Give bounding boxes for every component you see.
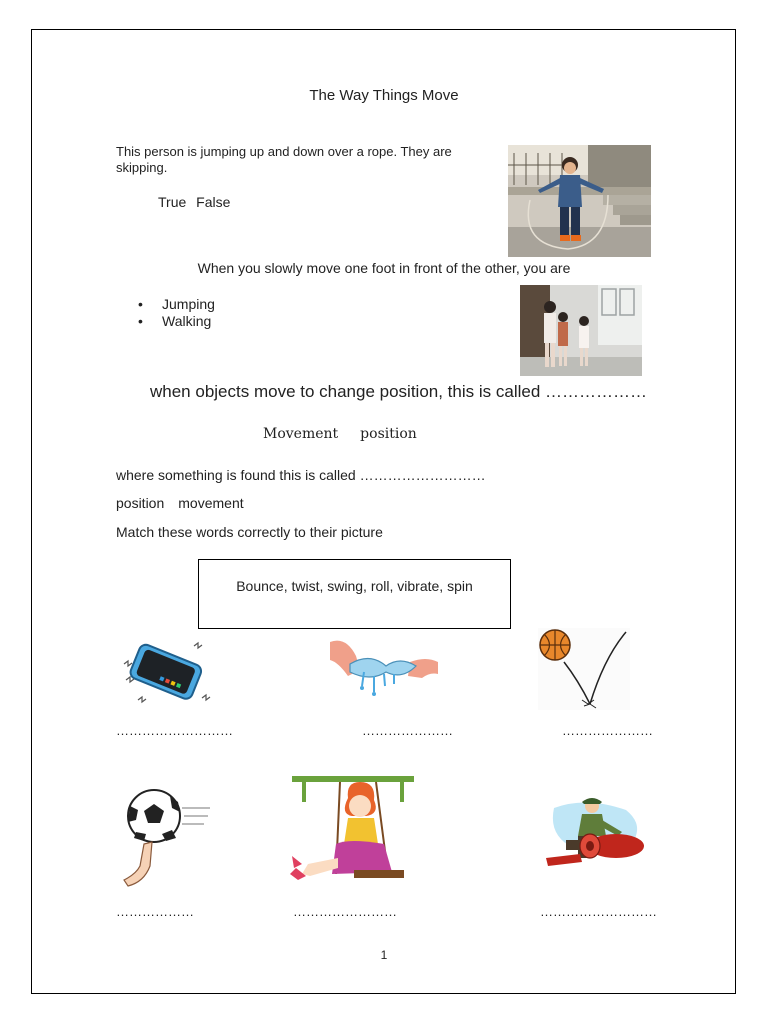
option-movement: movement bbox=[178, 495, 244, 511]
option-position: position bbox=[116, 495, 165, 511]
option-movement: Movement bbox=[263, 426, 339, 442]
girl-on-swing-icon bbox=[288, 774, 418, 892]
answer-blank-ball[interactable]: ………………… bbox=[562, 723, 653, 738]
man-rolling-carpet-icon bbox=[546, 796, 646, 872]
question-2-text: When you slowly move one foot in front of the other, you are bbox=[197, 260, 571, 276]
option-position: position bbox=[360, 426, 417, 442]
question-1-text: This person is jumping up and down over a rope. They are skipping. bbox=[116, 144, 452, 175]
child-skipping-rope-photo bbox=[508, 145, 651, 257]
page-title: The Way Things Move bbox=[309, 87, 459, 104]
question-3-options bbox=[263, 426, 417, 442]
instruction-text: Match these words correctly to their picture bbox=[116, 524, 383, 540]
spinning-soccer-ball-icon bbox=[114, 786, 214, 892]
twisting-towel-icon bbox=[330, 636, 438, 704]
answer-blank-towel[interactable]: ………………… bbox=[362, 723, 453, 738]
answer-blank-phone[interactable]: ……………………… bbox=[116, 723, 233, 738]
bouncing-ball-icon bbox=[538, 628, 630, 710]
answer-blank-roll[interactable]: ……………………… bbox=[540, 904, 657, 919]
vibrating-phone-icon bbox=[118, 640, 214, 708]
word-box bbox=[198, 559, 511, 629]
answer-blank-swing[interactable]: …………………… bbox=[293, 904, 397, 919]
question-1-options: True False bbox=[158, 194, 231, 210]
page-number: 1 bbox=[380, 948, 388, 962]
question-2-options bbox=[136, 296, 215, 330]
answer-blank-soccer[interactable]: ……………… bbox=[116, 904, 194, 919]
word-list: Bounce, twist, swing, roll, vibrate, spin bbox=[236, 578, 473, 594]
question-4-text: where something is found this is called ……………………… bbox=[116, 467, 486, 483]
children-walking-photo bbox=[520, 285, 642, 376]
option-jumping: • Jumping bbox=[136, 296, 215, 313]
question-4-options bbox=[116, 495, 244, 511]
question-3-text: when objects move to change position, this is called ……………… bbox=[150, 382, 648, 401]
option-walking: • Walking bbox=[136, 313, 215, 330]
